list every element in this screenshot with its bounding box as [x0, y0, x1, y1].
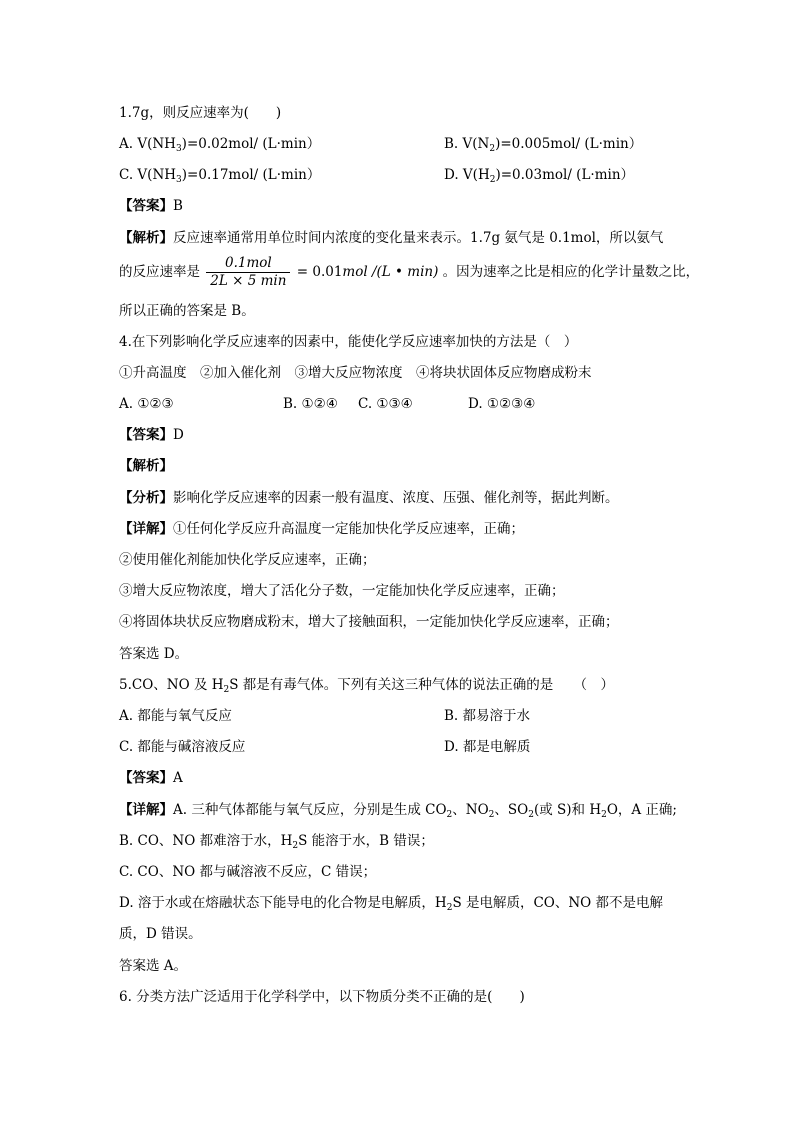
q3-option-c: C. $V(NH_3)=0.17mol/$ (L·min） [119, 167, 321, 185]
q4-detail-2: ②使用催化剂能加快化学反应速率，正确； [119, 552, 376, 568]
q5-detail-d: D. 溶于水或在熔融状态下能导电的化合物是电解质，$H_2S$ 是电解质，CO、NO 都不是电解 [119, 895, 664, 913]
q5-detail-d-cont: 质，D 错误。 [119, 926, 202, 942]
q3-analysis-line2: 的反应速率是 $\frac{\text{0.1mol}}{2L \times 5 \min}$ = 0.01mol /(L • min) 。因为速率之比是相应的化学计量数之比， [119, 255, 700, 289]
q4-option-c: C. ①③④ [358, 396, 413, 412]
q5-conclusion: 答案选 A。 [119, 958, 188, 974]
q4-option-b: B. ①②④ [283, 396, 338, 412]
q4-option-d: D. ①②③④ [468, 396, 536, 412]
q5-option-d: D. 都是电解质 [444, 739, 531, 755]
q4-stem: 4.在下列影响化学反应速率的因素中，能使化学反应速率加快的方法是（ ） [119, 334, 578, 350]
q5-option-a: A. 都能与氧气反应 [119, 708, 232, 724]
q4-option-a: A. ①②③ [119, 396, 174, 412]
q3-analysis-line1: 【解析】反应速率通常用单位时间内浓度的变化量来表示。1.7g 氨气是 0.1mol，所以氨气 [119, 230, 664, 246]
q3-option-a: A. $V(NH_3)=0.02mol/$ (L·min） [119, 136, 321, 154]
q3-option-b: B. $V(N_2)=0.005mol/$ (L·min） [444, 136, 643, 154]
q4-detail-3: ③增大反应物浓度，增大了活化分子数，一定能加快化学反应速率，正确； [119, 583, 565, 599]
q5-answer: 【答案】A [119, 770, 183, 786]
q5-detail-a: 【详解】A. 三种气体都能与氧气反应，分别是生成 $CO_2$、$NO_2$、$SO_2$(或 S)和 $H_2O$，A 正确; [119, 802, 677, 820]
q5-detail-c: C. CO、NO 都与碱溶液不反应，C 错误； [119, 864, 377, 880]
q3-option-d: D. $V(H_2)=0.03mol/$ (L·min） [444, 167, 635, 185]
q4-detail-4: ④将固体块状反应物磨成粉末，增大了接触面积，一定能加快化学反应速率，正确； [119, 614, 619, 630]
q5-detail-b: B. CO、NO 都难溶于水，$H_2S$ 能溶于水，B 错误； [119, 833, 434, 851]
q4-conclusion: 答案选 D。 [119, 646, 189, 662]
q3-stem-tail: 1.7g，则反应速率为( ) [119, 105, 282, 121]
q4-answer: 【答案】D [119, 427, 184, 443]
q5-stem: 5.CO、NO 及 $H_2S$ 都是有毒气体。下列有关这三种气体的说法正确的是 （ ） [119, 677, 615, 695]
q6-stem: 6. 分类方法广泛适用于化学科学中，以下物质分类不正确的是( ) [119, 989, 525, 1005]
q5-option-b: B. 都易溶于水 [444, 708, 531, 724]
q3-answer: 【答案】B [119, 198, 183, 214]
q4-analysis-tag: 【解析】 [119, 458, 173, 474]
rate-fraction: $\frac{\text{0.1mol}}{2L \times 5 \min}$ [206, 255, 290, 290]
q5-option-c: C. 都能与碱溶液反应 [119, 739, 246, 755]
q4-fenxi: 【分析】影响化学反应速率的因素一般有温度、浓度、压强、催化剂等，据此判断。 [119, 490, 619, 506]
q4-factors: ①升高温度 ②加入催化剂 ③增大反应物浓度 ④将块状固体反应物磨成粉末 [119, 365, 592, 381]
q3-analysis-line3: 所以正确的答案是 B。 [119, 303, 255, 319]
q4-detail-1: 【详解】①任何化学反应升高温度一定能加快化学反应速率，正确； [119, 521, 524, 537]
